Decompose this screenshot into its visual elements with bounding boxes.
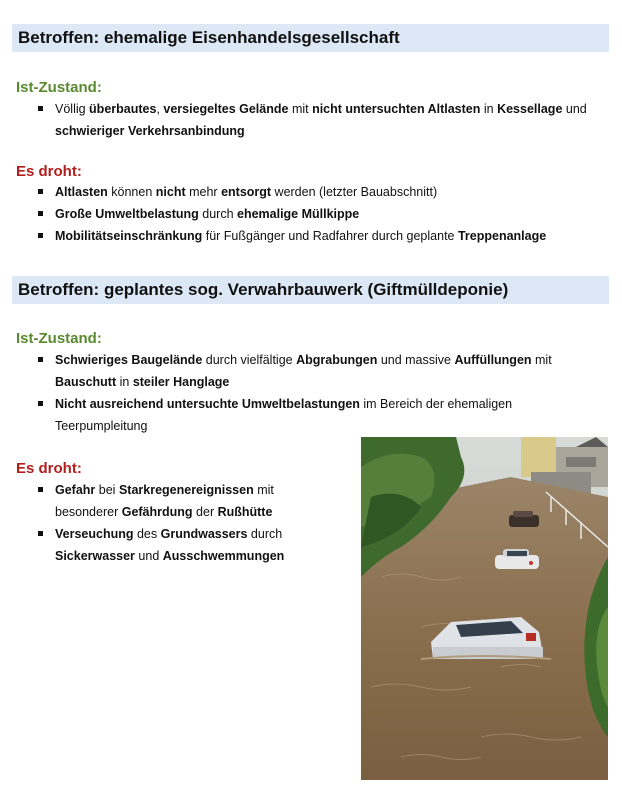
bold-text: Treppenanlage	[457, 229, 547, 243]
flood-photo	[361, 437, 608, 780]
bold-text: entsorgt	[221, 185, 272, 199]
bold-text: nicht	[155, 185, 186, 199]
text-run: und	[562, 102, 587, 116]
bold-text: Gefährdung	[121, 505, 193, 519]
bold-text: Rußhütte	[217, 505, 273, 519]
text-run: werden (letzter Bauabschnitt)	[271, 185, 438, 199]
bold-text: Ausschwemmungen	[162, 549, 285, 563]
bold-text: Verseuchung	[55, 527, 134, 541]
list-item	[16, 393, 606, 437]
bold-text: nicht untersuchten Altlasten	[312, 102, 481, 116]
text-run: im Bereich der ehemaligen Teerpumpleitung	[55, 397, 513, 433]
text-run: mit	[531, 353, 552, 367]
bold-text: Kessellage	[497, 102, 563, 116]
bold-text: Schwieriges Baugelände	[55, 353, 203, 367]
text-run: in	[116, 375, 133, 389]
text-run: und	[134, 549, 163, 563]
section2-ist-list	[16, 349, 606, 437]
text-run: der	[192, 505, 218, 519]
bold-text: überbautes	[89, 102, 157, 116]
list-item	[16, 479, 316, 523]
text-run: des	[133, 527, 161, 541]
section2-title: Betroffen: geplantes sog. Verwahrbauwerk (Giftmülldeponie)	[12, 276, 609, 304]
bold-text: ehemalige Müllkippe	[237, 207, 360, 221]
section1-droht-list	[16, 181, 606, 247]
list-item	[16, 523, 316, 567]
bold-text: steiler Hanglage	[132, 375, 230, 389]
list-item	[16, 98, 606, 142]
text-run: und massive	[377, 353, 455, 367]
list-item	[16, 203, 606, 225]
bold-text: versiegeltes Gelände	[163, 102, 289, 116]
text-run: durch	[247, 527, 283, 541]
section2-droht-label: Es droht:	[16, 460, 82, 477]
bold-text: Bauschutt	[55, 375, 117, 389]
text-run: in	[480, 102, 498, 116]
bold-text: Grundwassers	[160, 527, 248, 541]
bold-text: Abgrabungen	[296, 353, 378, 367]
section1-title: Betroffen: ehemalige Eisenhandelsgesellschaft	[12, 24, 609, 52]
bold-text: Gefahr	[55, 483, 96, 497]
bold-text: Mobilitätseinschränkung	[55, 229, 203, 243]
bold-text: Auffüllungen	[454, 353, 532, 367]
list-item	[16, 349, 606, 393]
text-run: mehr	[185, 185, 222, 199]
list-item	[16, 181, 606, 203]
text-run: können	[107, 185, 156, 199]
bold-text: Sickerwasser	[55, 549, 135, 563]
text-run: für Fußgänger und Radfahrer durch geplante	[202, 229, 458, 243]
text-run: durch	[198, 207, 237, 221]
list-item	[16, 225, 606, 247]
text-run: Völlig	[55, 102, 90, 116]
bold-text: schwieriger Verkehrsanbindung	[55, 124, 245, 138]
bold-text: Große Umweltbelastung	[55, 207, 199, 221]
text-run: durch vielfältige	[202, 353, 297, 367]
section1-ist-list	[16, 98, 606, 142]
text-run: ,	[156, 102, 164, 116]
bold-text: Altlasten	[55, 185, 108, 199]
text-run: mit	[288, 102, 313, 116]
section2-ist-label: Ist-Zustand:	[16, 330, 102, 347]
text-run: mit besonderer	[55, 483, 274, 519]
bold-text: Nicht ausreichend untersuchte Umweltbelastungen	[55, 397, 360, 411]
section1-ist-label: Ist-Zustand:	[16, 79, 102, 96]
section1-droht-label: Es droht:	[16, 163, 82, 180]
section2-droht-list	[16, 479, 316, 567]
text-run: bei	[95, 483, 119, 497]
bold-text: Starkregenereignissen	[118, 483, 254, 497]
